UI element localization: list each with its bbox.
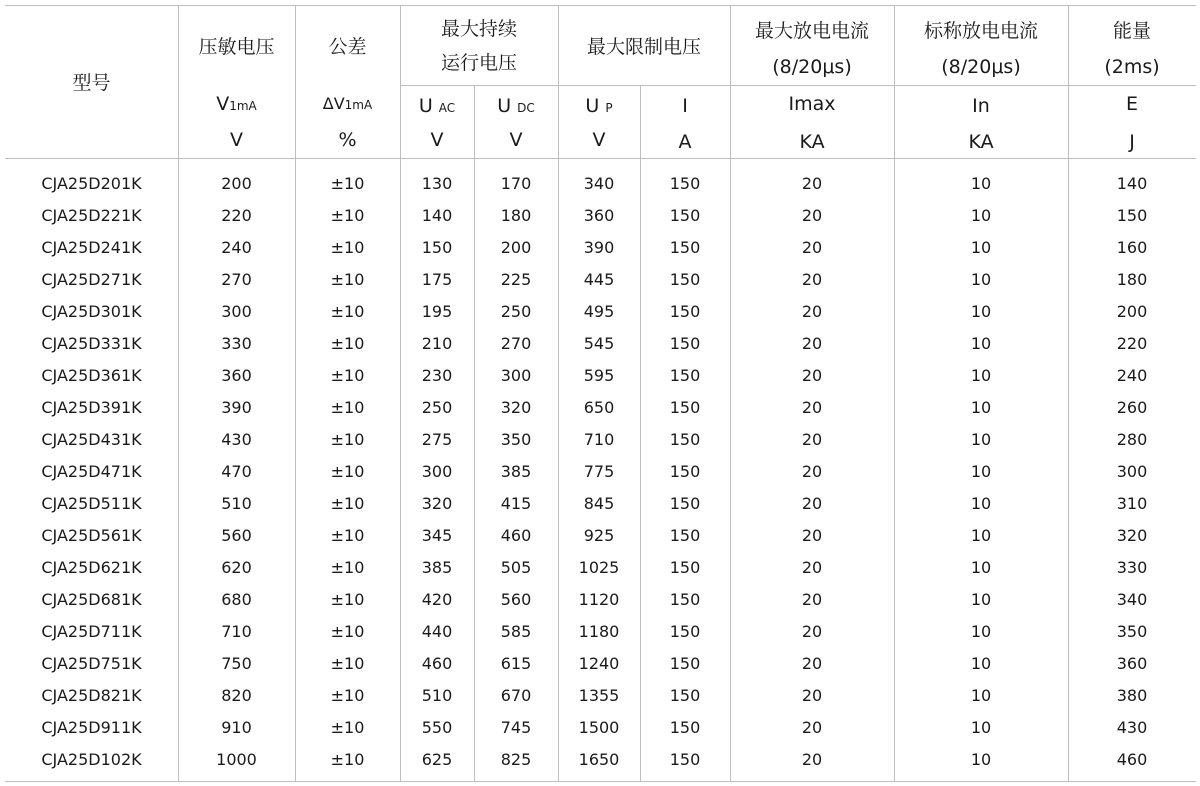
cell-uac: 250 (421, 398, 453, 417)
cell-i: 150 (669, 366, 701, 385)
cell-in: 10 (970, 334, 992, 353)
header-sym-imax: Imax (788, 93, 836, 115)
header-sym-v1ma (178, 86, 295, 124)
cell-uac: 175 (421, 270, 453, 289)
header-nominal-discharge-1: 标称放电电流 (923, 20, 1038, 42)
cell-varistor-voltage: 710 (221, 622, 252, 641)
cell-uac: 345 (421, 526, 453, 545)
cell-energy: 460 (1116, 750, 1148, 769)
header-sym-in: In (972, 95, 990, 117)
cell-imax: 20 (801, 750, 823, 769)
cell-i: 150 (669, 462, 701, 481)
cell-udc: 670 (500, 686, 532, 705)
cell-imax: 20 (801, 302, 823, 321)
cell-i: 150 (669, 494, 701, 513)
cell-udc: 250 (500, 302, 532, 321)
cell-uac: 275 (421, 430, 453, 449)
cell-tolerance: ±10 (330, 334, 365, 353)
header-sym-i: I (682, 95, 688, 117)
unit-ka-imax: KA (799, 131, 825, 153)
cell-energy: 260 (1116, 398, 1148, 417)
cell-energy: 280 (1116, 430, 1148, 449)
cell-uac: 420 (421, 590, 453, 609)
cell-energy: 160 (1116, 238, 1148, 257)
cell-in: 10 (970, 270, 992, 289)
table-row (0, 648, 1200, 680)
cell-energy: 350 (1116, 622, 1148, 641)
cell-in: 10 (970, 718, 992, 737)
cell-imax: 20 (801, 622, 823, 641)
header-sym-uac (400, 88, 474, 126)
cell-model: CJA25D911K (41, 718, 142, 737)
cell-model: CJA25D301K (41, 302, 142, 321)
table-row (0, 712, 1200, 744)
cell-tolerance: ±10 (330, 302, 365, 321)
cell-udc: 180 (500, 206, 532, 225)
cell-i: 150 (669, 302, 701, 321)
table-row (0, 552, 1200, 584)
header-max-discharge-1: 最大放电电流 (754, 20, 869, 42)
cell-tolerance: ±10 (330, 270, 365, 289)
cell-imax: 20 (801, 526, 823, 545)
cell-model: CJA25D221K (41, 206, 142, 225)
cell-up: 495 (583, 302, 615, 321)
sym-up-sub: P (605, 101, 613, 115)
cell-udc: 300 (500, 366, 532, 385)
cell-tolerance: ±10 (330, 750, 365, 769)
sym-udc-sub: DC (517, 101, 535, 115)
group-divider-clamp (558, 85, 730, 86)
unit-ka-in: KA (968, 131, 994, 153)
cell-in: 10 (970, 238, 992, 257)
cell-imax: 20 (801, 718, 823, 737)
cell-imax: 20 (801, 654, 823, 673)
cell-udc: 170 (500, 174, 532, 193)
cell-imax: 20 (801, 462, 823, 481)
cell-i: 150 (669, 238, 701, 257)
cell-tolerance: ±10 (330, 718, 365, 737)
cell-udc: 560 (500, 590, 532, 609)
table-row (0, 200, 1200, 232)
cell-i: 150 (669, 654, 701, 673)
table-row (0, 168, 1200, 200)
cell-in: 10 (970, 750, 992, 769)
cell-imax: 20 (801, 174, 823, 193)
unit-percent: % (338, 129, 357, 151)
sym-v1ma-sub: 1mA (229, 99, 257, 113)
cell-in: 10 (970, 654, 992, 673)
cell-imax: 20 (801, 270, 823, 289)
top-border (5, 5, 1196, 6)
cell-imax: 20 (801, 238, 823, 257)
cell-i: 150 (669, 398, 701, 417)
table-row (0, 392, 1200, 424)
cell-up: 1355 (578, 686, 620, 705)
cell-varistor-voltage: 680 (221, 590, 252, 609)
cell-in: 10 (970, 206, 992, 225)
cell-in: 10 (970, 430, 992, 449)
cell-model: CJA25D561K (41, 526, 142, 545)
cell-udc: 200 (500, 238, 532, 257)
cell-energy: 360 (1116, 654, 1148, 673)
cell-model: CJA25D361K (41, 366, 142, 385)
cell-i: 150 (669, 686, 701, 705)
cell-imax: 20 (801, 334, 823, 353)
cell-uac: 150 (421, 238, 453, 257)
cell-varistor-voltage: 620 (221, 558, 252, 577)
cell-up: 925 (583, 526, 615, 545)
cell-i: 150 (669, 750, 701, 769)
cell-up: 545 (583, 334, 615, 353)
cell-uac: 440 (421, 622, 453, 641)
header-max-discharge-2: (8/20μs) (772, 56, 852, 78)
cell-up: 1240 (578, 654, 620, 673)
cell-model: CJA25D271K (41, 270, 142, 289)
cell-model: CJA25D511K (41, 494, 142, 513)
cell-energy: 380 (1116, 686, 1148, 705)
cell-tolerance: ±10 (330, 622, 365, 641)
unit-udc: V (509, 129, 523, 151)
sym-tol-main: ΔV (322, 94, 345, 113)
cell-in: 10 (970, 302, 992, 321)
cell-up: 1180 (578, 622, 620, 641)
cell-i: 150 (669, 526, 701, 545)
cell-up: 710 (583, 430, 615, 449)
group-divider-in (894, 85, 1068, 86)
header-tolerance: 公差 (328, 36, 367, 58)
cell-model: CJA25D711K (41, 622, 142, 641)
cell-model: CJA25D681K (41, 590, 142, 609)
cell-udc: 460 (500, 526, 532, 545)
cell-varistor-voltage: 750 (221, 654, 252, 673)
cell-in: 10 (970, 174, 992, 193)
cell-tolerance: ±10 (330, 590, 365, 609)
cell-varistor-voltage: 300 (221, 302, 252, 321)
cell-tolerance: ±10 (330, 558, 365, 577)
table-row (0, 488, 1200, 520)
cell-imax: 20 (801, 558, 823, 577)
cell-up: 1120 (578, 590, 620, 609)
cell-imax: 20 (801, 686, 823, 705)
cell-uac: 195 (421, 302, 453, 321)
cell-tolerance: ±10 (330, 238, 365, 257)
cell-i: 150 (669, 590, 701, 609)
cell-udc: 270 (500, 334, 532, 353)
sym-uac-main: U (418, 95, 433, 117)
cell-udc: 505 (500, 558, 532, 577)
cell-uac: 385 (421, 558, 453, 577)
cell-imax: 20 (801, 590, 823, 609)
table-row (0, 360, 1200, 392)
header-sym-tol (295, 86, 400, 123)
cell-uac: 550 (421, 718, 453, 737)
table-row (0, 520, 1200, 552)
cell-udc: 350 (500, 430, 532, 449)
cell-uac: 300 (421, 462, 453, 481)
header-energy-2: (2ms) (1104, 56, 1160, 78)
table-row (0, 456, 1200, 488)
cell-model: CJA25D621K (41, 558, 142, 577)
table-row (0, 584, 1200, 616)
cell-energy: 200 (1116, 302, 1148, 321)
cell-energy: 150 (1116, 206, 1148, 225)
cell-i: 150 (669, 718, 701, 737)
cell-energy: 240 (1116, 366, 1148, 385)
cell-udc: 320 (500, 398, 532, 417)
header-sym-udc (474, 88, 558, 126)
cell-varistor-voltage: 360 (221, 366, 252, 385)
cell-tolerance: ±10 (330, 526, 365, 545)
cell-imax: 20 (801, 430, 823, 449)
header-max-cont-voltage-1: 最大持续 (440, 18, 517, 40)
cell-uac: 140 (421, 206, 453, 225)
table-row (0, 680, 1200, 712)
cell-model: CJA25D241K (41, 238, 142, 257)
cell-tolerance: ±10 (330, 462, 365, 481)
cell-varistor-voltage: 330 (221, 334, 252, 353)
bottom-border (5, 781, 1196, 782)
unit-up: V (592, 129, 606, 151)
header-max-clamp-voltage: 最大限制电压 (586, 36, 701, 58)
cell-up: 360 (583, 206, 615, 225)
cell-up: 595 (583, 366, 615, 385)
cell-in: 10 (970, 462, 992, 481)
cell-energy: 320 (1116, 526, 1148, 545)
cell-uac: 625 (421, 750, 453, 769)
cell-energy: 310 (1116, 494, 1148, 513)
cell-model: CJA25D391K (41, 398, 142, 417)
cell-varistor-voltage: 390 (221, 398, 252, 417)
cell-udc: 745 (500, 718, 532, 737)
cell-model: CJA25D331K (41, 334, 142, 353)
cell-up: 340 (583, 174, 615, 193)
cell-in: 10 (970, 686, 992, 705)
cell-i: 150 (669, 622, 701, 641)
table-row (0, 616, 1200, 648)
cell-model: CJA25D102K (41, 750, 142, 769)
cell-up: 775 (583, 462, 615, 481)
cell-udc: 825 (500, 750, 532, 769)
cell-varistor-voltage: 430 (221, 430, 252, 449)
group-divider-cont (400, 85, 558, 86)
cell-tolerance: ±10 (330, 686, 365, 705)
cell-tolerance: ±10 (330, 494, 365, 513)
cell-tolerance: ±10 (330, 366, 365, 385)
cell-energy: 330 (1116, 558, 1148, 577)
cell-energy: 140 (1116, 174, 1148, 193)
cell-udc: 385 (500, 462, 532, 481)
cell-uac: 510 (421, 686, 453, 705)
cell-varistor-voltage: 510 (221, 494, 252, 513)
table-row (0, 328, 1200, 360)
cell-energy: 300 (1116, 462, 1148, 481)
cell-varistor-voltage: 820 (221, 686, 252, 705)
cell-in: 10 (970, 622, 992, 641)
cell-energy: 220 (1116, 334, 1148, 353)
table-row (0, 232, 1200, 264)
cell-tolerance: ±10 (330, 654, 365, 673)
cell-in: 10 (970, 558, 992, 577)
table-row (0, 744, 1200, 776)
header-max-cont-voltage-2: 运行电压 (440, 52, 517, 74)
cell-in: 10 (970, 590, 992, 609)
cell-udc: 415 (500, 494, 532, 513)
unit-uac: V (430, 129, 444, 151)
cell-up: 445 (583, 270, 615, 289)
cell-varistor-voltage: 220 (221, 206, 252, 225)
cell-uac: 230 (421, 366, 453, 385)
header-nominal-discharge-2: (8/20μs) (941, 56, 1021, 78)
cell-uac: 320 (421, 494, 453, 513)
cell-model: CJA25D821K (41, 686, 142, 705)
cell-in: 10 (970, 494, 992, 513)
cell-varistor-voltage: 910 (221, 718, 252, 737)
cell-model: CJA25D751K (41, 654, 142, 673)
header-energy-1: 能量 (1112, 20, 1151, 42)
cell-in: 10 (970, 398, 992, 417)
header-model: 型号 (72, 72, 111, 94)
cell-imax: 20 (801, 206, 823, 225)
cell-i: 150 (669, 270, 701, 289)
cell-in: 10 (970, 366, 992, 385)
cell-tolerance: ±10 (330, 206, 365, 225)
cell-tolerance: ±10 (330, 430, 365, 449)
cell-udc: 585 (500, 622, 532, 641)
cell-up: 1500 (578, 718, 620, 737)
table-row (0, 296, 1200, 328)
cell-up: 1025 (578, 558, 620, 577)
header-sym-e: E (1125, 93, 1138, 115)
cell-energy: 430 (1116, 718, 1148, 737)
cell-in: 10 (970, 526, 992, 545)
cell-tolerance: ±10 (330, 174, 365, 193)
cell-i: 150 (669, 558, 701, 577)
cell-varistor-voltage: 1000 (216, 750, 257, 769)
cell-energy: 340 (1116, 590, 1148, 609)
cell-varistor-voltage: 270 (221, 270, 252, 289)
cell-varistor-voltage: 200 (221, 174, 252, 193)
cell-model: CJA25D201K (41, 174, 142, 193)
cell-up: 1650 (578, 750, 620, 769)
cell-uac: 460 (421, 654, 453, 673)
sym-up-main: U (585, 95, 600, 117)
cell-varistor-voltage: 560 (221, 526, 252, 545)
cell-up: 650 (583, 398, 615, 417)
sym-uac-sub: AC (438, 101, 456, 115)
cell-up: 845 (583, 494, 615, 513)
cell-i: 150 (669, 334, 701, 353)
unit-v1ma: V (230, 129, 243, 151)
unit-j: J (1129, 131, 1135, 153)
cell-energy: 180 (1116, 270, 1148, 289)
header-sym-up (558, 88, 640, 126)
cell-uac: 130 (421, 174, 453, 193)
cell-varistor-voltage: 240 (221, 238, 252, 257)
cell-imax: 20 (801, 366, 823, 385)
cell-udc: 225 (500, 270, 532, 289)
cell-imax: 20 (801, 494, 823, 513)
cell-i: 150 (669, 174, 701, 193)
header-varistor-voltage: 压敏电压 (198, 36, 275, 58)
cell-up: 390 (583, 238, 615, 257)
sym-udc-main: U (497, 95, 512, 117)
cell-i: 150 (669, 206, 701, 225)
cell-udc: 615 (500, 654, 532, 673)
cell-model: CJA25D431K (41, 430, 142, 449)
cell-varistor-voltage: 470 (221, 462, 252, 481)
cell-uac: 210 (421, 334, 453, 353)
cell-model: CJA25D471K (41, 462, 142, 481)
table-row (0, 264, 1200, 296)
sym-v1ma-main: V (216, 93, 230, 115)
table-row (0, 424, 1200, 456)
unit-i: A (678, 131, 692, 153)
cell-imax: 20 (801, 398, 823, 417)
sym-tol-sub: 1mA (344, 98, 373, 112)
cell-i: 150 (669, 430, 701, 449)
cell-tolerance: ±10 (330, 398, 365, 417)
